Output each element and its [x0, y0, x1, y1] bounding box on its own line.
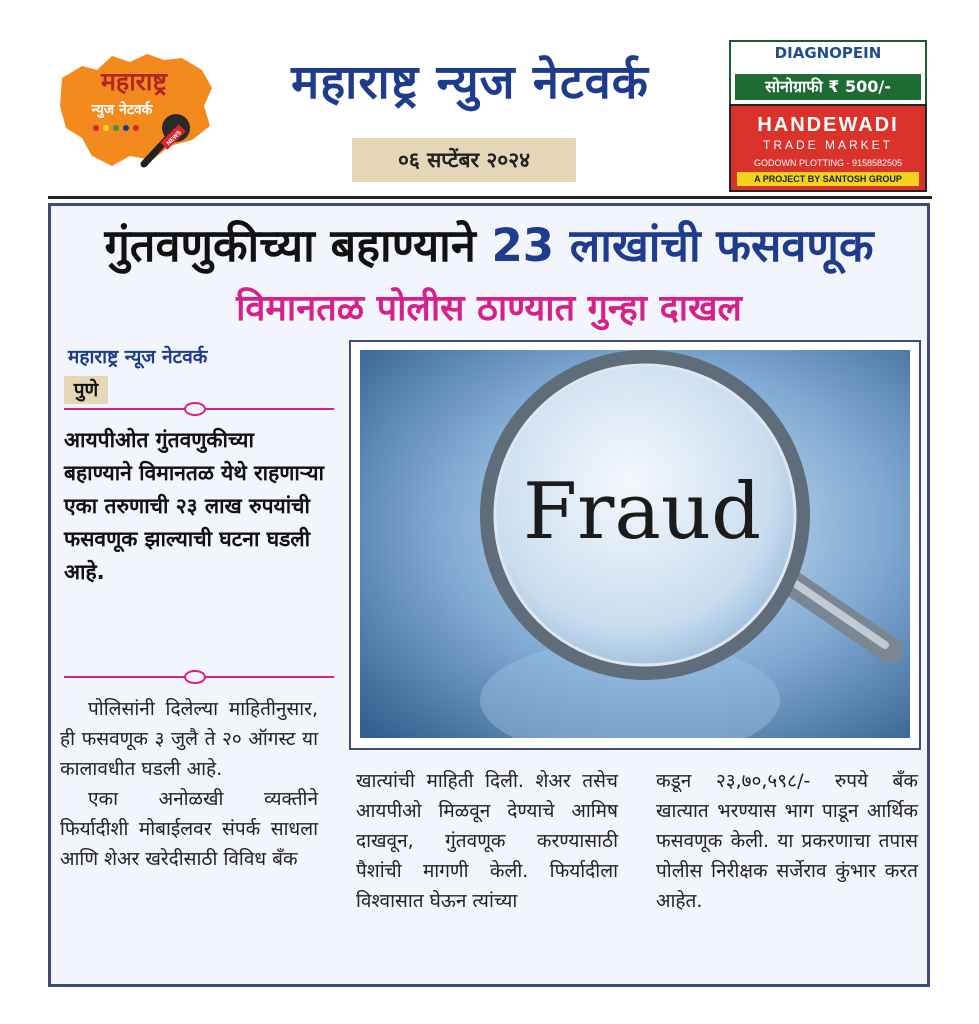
ornament-icon: [184, 670, 206, 684]
maharashtra-map-logo: [52, 48, 217, 170]
body-column-3: [656, 766, 918, 916]
headline-part2: 23 लाखांची फसवणूक: [491, 219, 874, 272]
logo-title: महाराष्ट्र: [100, 67, 168, 96]
logo-subtitle: न्युज नेटवर्क: [91, 102, 153, 118]
paragraph: कडून २३,७०,५९८/- रुपये बँक खात्यात भरण्यास भाग पाडून आर्थिक फसवणूक केली. या प्रकरणाचा तपास पोलीस निरीक्षक सर्जेराव कुंभार करत आहेत.: [656, 770, 918, 912]
photo-fraud-text: Fraud: [522, 467, 762, 557]
masthead-title: महाराष्ट्र न्युज नेटवर्क: [291, 55, 649, 110]
issue-date: ०६ सप्टेंबर २०२४: [352, 138, 576, 182]
paragraph: पोलिसांनी दिलेल्या माहितीनुसार, ही फसवणूक ३ जुलै ते २० ऑगस्ट या कालावधीत घडली आहे.: [60, 698, 318, 780]
header-divider: [48, 196, 932, 199]
body-column-1: [60, 694, 318, 874]
mic-label: NEWS: [165, 129, 183, 147]
dateline-city: पुणे: [64, 376, 108, 404]
headline-part1: गुंतवणुकीच्या बहाण्याने: [104, 219, 476, 272]
lead-paragraph: आयपीओत गुंतवणुकीच्या बहाण्याने विमानतळ येथे राहणाऱ्या एका तरुणाची २३ लाख रुपयांची फसवणूक झाल्याची घटना घडली आहे.: [64, 428, 324, 584]
paragraph: एका अनोळखी व्यक्तीने फिर्यादीशी मोबाईलवर संपर्क साधला आणि शेअर खरेदीसाठी विविध बँक: [60, 788, 318, 870]
byline: महाराष्ट्र न्यूज नेटवर्क: [68, 346, 208, 368]
fraud-magnifier-photo: [360, 350, 910, 738]
diagnopein-ad[interactable]: [729, 40, 927, 106]
body-column-2: [356, 766, 618, 916]
handewadi-subtitle: TRADE MARKET: [762, 138, 893, 152]
headline: [48, 214, 930, 275]
paragraph: खात्यांची माहिती दिली. शेअर तसेच आयपीओ मिळवून देण्याचे आमिष दाखवून, गुंतवणूक करण्यासाठी पैशांची मागणी केली. फिर्यादीला विश्वासात घेऊन त्यांच्या: [356, 770, 618, 912]
diagnopein-brand: DIAGNOPEIN: [774, 44, 882, 62]
ornament-icon: [184, 402, 206, 416]
handewadi-title: HANDEWADI: [757, 114, 899, 136]
subheadline: विमानतळ पोलीस ठाण्यात गुन्हा दाखल: [236, 288, 742, 329]
handewadi-tagline: A PROJECT BY SANTOSH GROUP: [737, 172, 919, 186]
diagnopein-offer: सोनोग्राफी ₹ 500/-: [735, 74, 921, 100]
handewadi-ad[interactable]: [729, 104, 927, 192]
handewadi-contact: GODOWN PLOTTING - 9158582505: [753, 158, 903, 168]
